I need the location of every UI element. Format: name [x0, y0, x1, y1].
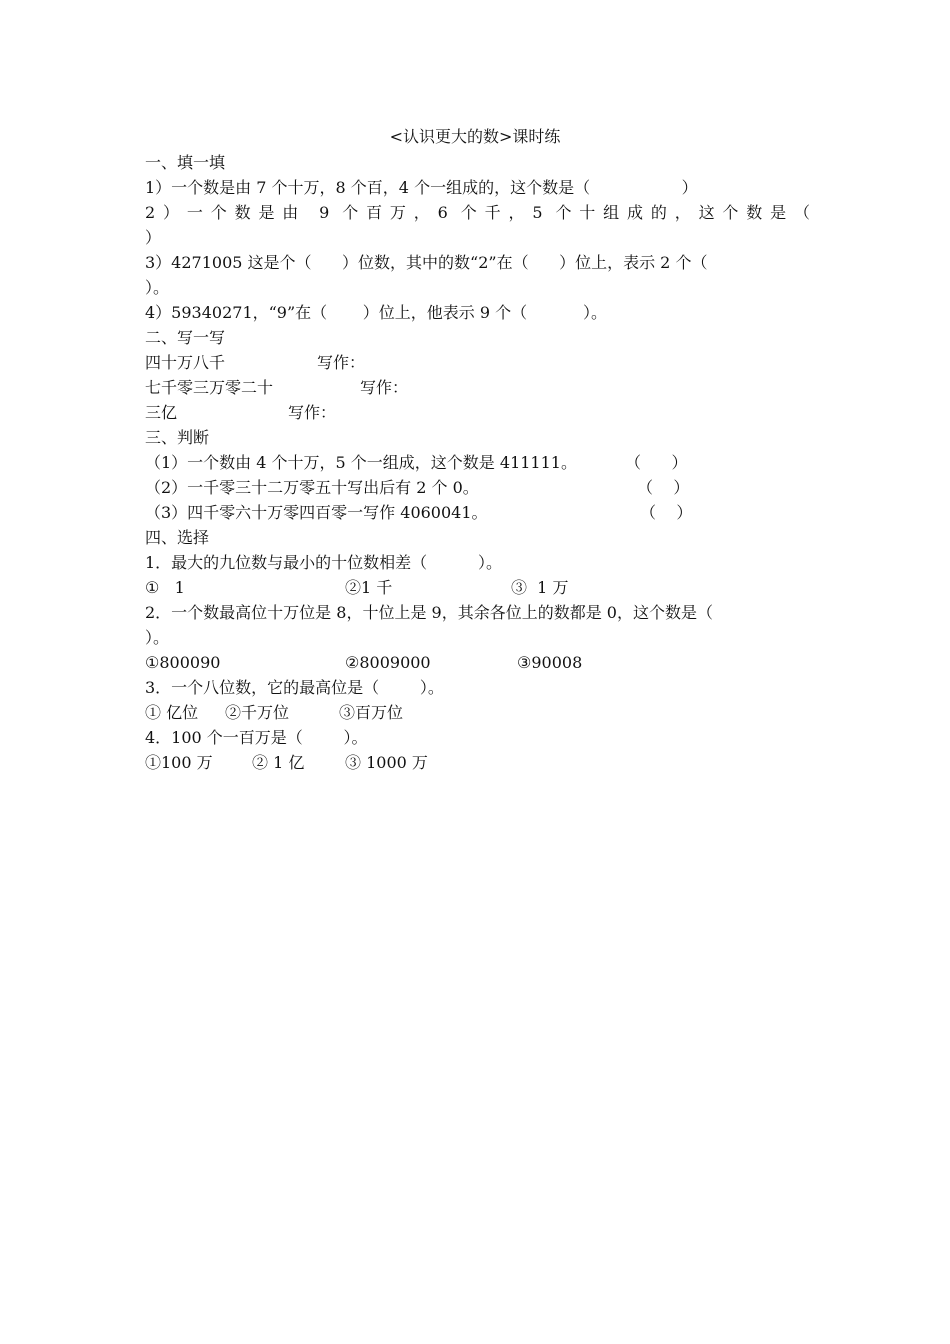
choice-option: ③ 1000 万 [345, 753, 428, 772]
fill-question-2-line2: ） [145, 228, 162, 247]
write-item [145, 350, 810, 375]
choice-option: ① 1 [145, 578, 185, 597]
section-fill-heading: 一、填一填 [145, 153, 226, 172]
write-item-label: 写作： [317, 353, 366, 372]
choice-question-2-stem-line1: 2．一个数最高位十万位是 8，十位上是 9，其余各位上的数都是 0，这个数是（ [145, 603, 713, 622]
choice-question-1-options [145, 575, 810, 600]
judge-item [145, 450, 810, 475]
choice-option: ③ 1 万 [511, 578, 569, 597]
judge-item-mark: （ ） [637, 478, 690, 497]
choice-question-2-options [145, 650, 810, 675]
choice-option: ②千万位 [225, 703, 290, 722]
fill-question-1: 1）一个数是由 7 个十万，8 个百，4 个一组成的，这个数是（ ） [145, 178, 698, 197]
write-item [145, 375, 810, 400]
judge-item [145, 475, 810, 500]
choice-option: ③百万位 [339, 703, 404, 722]
write-item-term: 四十万八千 [145, 353, 226, 372]
judge-item-text: （3）四千零六十万零四百零一写作 4060041。 [145, 503, 488, 522]
fill-question-3-line1: 3）4271005 这是个（ ）位数，其中的数“2”在（ ）位上，表示 2 个（ [145, 253, 708, 272]
choice-question-3-stem: 3．一个八位数，它的最高位是（ ）。 [145, 678, 444, 697]
fill-question-2-line1: 2）一个数是由 9 个百万，6 个千，5 个十组成的，这个数是（ [145, 203, 810, 222]
judge-item-text: （1）一个数由 4 个十万，5 个一组成，这个数是 411111。 [145, 453, 577, 472]
choice-option: ② 1 亿 [252, 753, 305, 772]
write-item [145, 400, 810, 425]
choice-option: ①100 万 [145, 753, 213, 772]
choice-question-1-stem: 1．最大的九位数与最小的十位数相差（ ）。 [145, 553, 503, 572]
write-item-term: 七千零三万零二十 [145, 378, 274, 397]
choice-option: ②1 千 [345, 578, 393, 597]
choice-option: ① 亿位 [145, 703, 199, 722]
fill-question-4: 4）59340271，“9”在（ ）位上，他表示 9 个（ ）。 [145, 303, 608, 322]
judge-item-text: （2）一千零三十二万零五十写出后有 2 个 0。 [145, 478, 479, 497]
choice-option: ①800090 [145, 653, 221, 672]
choice-question-4-options [145, 750, 810, 775]
section-write-heading: 二、写一写 [145, 328, 226, 347]
page-title: <认识更大的数>课时练 [389, 127, 561, 146]
choice-question-2-stem-line2: ）。 [145, 628, 170, 647]
section-choice-heading: 四、选择 [145, 528, 210, 547]
fill-question-3-line2: ）。 [145, 278, 170, 297]
write-item-label: 写作： [360, 378, 409, 397]
write-item-label: 写作： [288, 403, 337, 422]
judge-item-mark: （ ） [625, 453, 688, 472]
choice-option: ③90008 [517, 653, 583, 672]
choice-option: ②8009000 [345, 653, 431, 672]
choice-question-4-stem: 4．100 个一百万是（ ）。 [145, 728, 368, 747]
write-item-term: 三亿 [145, 403, 178, 422]
choice-question-3-options [145, 700, 810, 725]
judge-item-mark: （ ） [640, 503, 693, 522]
section-judge-heading: 三、判断 [145, 428, 210, 447]
judge-item [145, 500, 810, 525]
worksheet-content [145, 150, 810, 775]
